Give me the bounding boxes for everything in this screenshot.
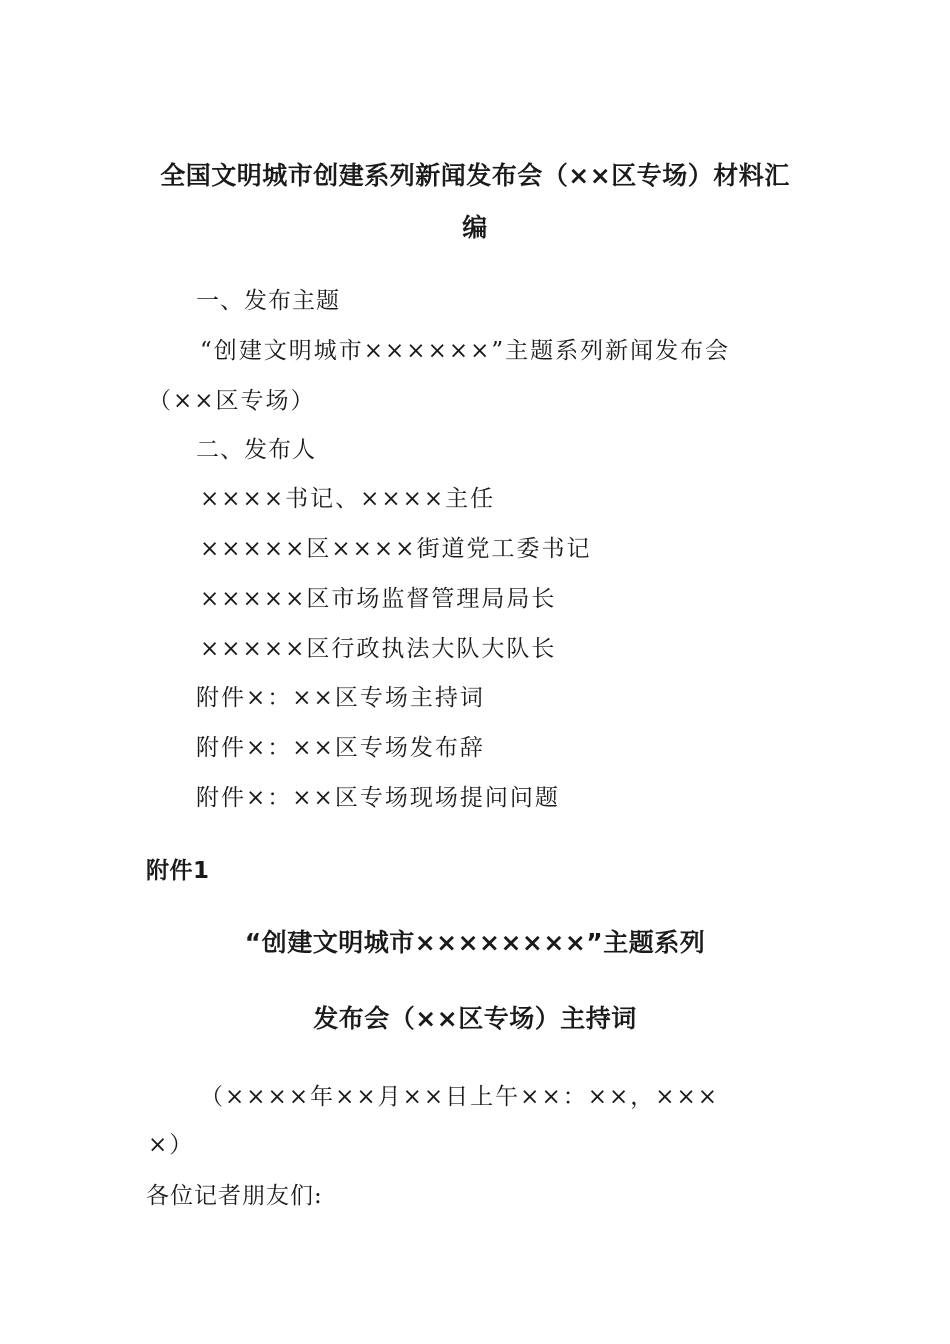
- speaker-line: ×××××区行政执法大队大队长: [200, 636, 557, 662]
- document-title: 全国文明城市创建系列新闻发布会（××区专场）材料汇编: [160, 161, 790, 242]
- speaker-line: ×××××区市场监督管理局局长: [200, 586, 557, 612]
- attachment-line: 附件×：××区专场主持词: [196, 685, 485, 711]
- appendix-title-line1: “创建文明城市××××××××”主题系列: [244, 928, 706, 957]
- appendix-title-line2: 发布会（××区专场）主持词: [313, 1004, 637, 1033]
- time-line2: ×）: [148, 1132, 195, 1158]
- speaker-line: ××××书记、××××主任: [200, 486, 496, 512]
- greeting: 各位记者朋友们:: [146, 1183, 323, 1209]
- time-line1: （××××年××月××日上午××：××，×××: [200, 1084, 720, 1110]
- attachment-line: 附件×：××区专场现场提问问题: [196, 785, 560, 811]
- section-heading-speakers: 二、发布人: [196, 437, 316, 463]
- attachment-line: 附件×：××区专场发布辞: [196, 735, 485, 761]
- speaker-line: ×××××区××××街道党工委书记: [200, 536, 592, 562]
- topic-text-line1: “创建文明城市××××××”主题系列新闻发布会: [200, 338, 731, 364]
- topic-text-line2: （××区专场）: [148, 388, 316, 414]
- section-heading-topic: 一、发布主题: [196, 288, 340, 314]
- appendix-label: 附件1: [146, 858, 210, 884]
